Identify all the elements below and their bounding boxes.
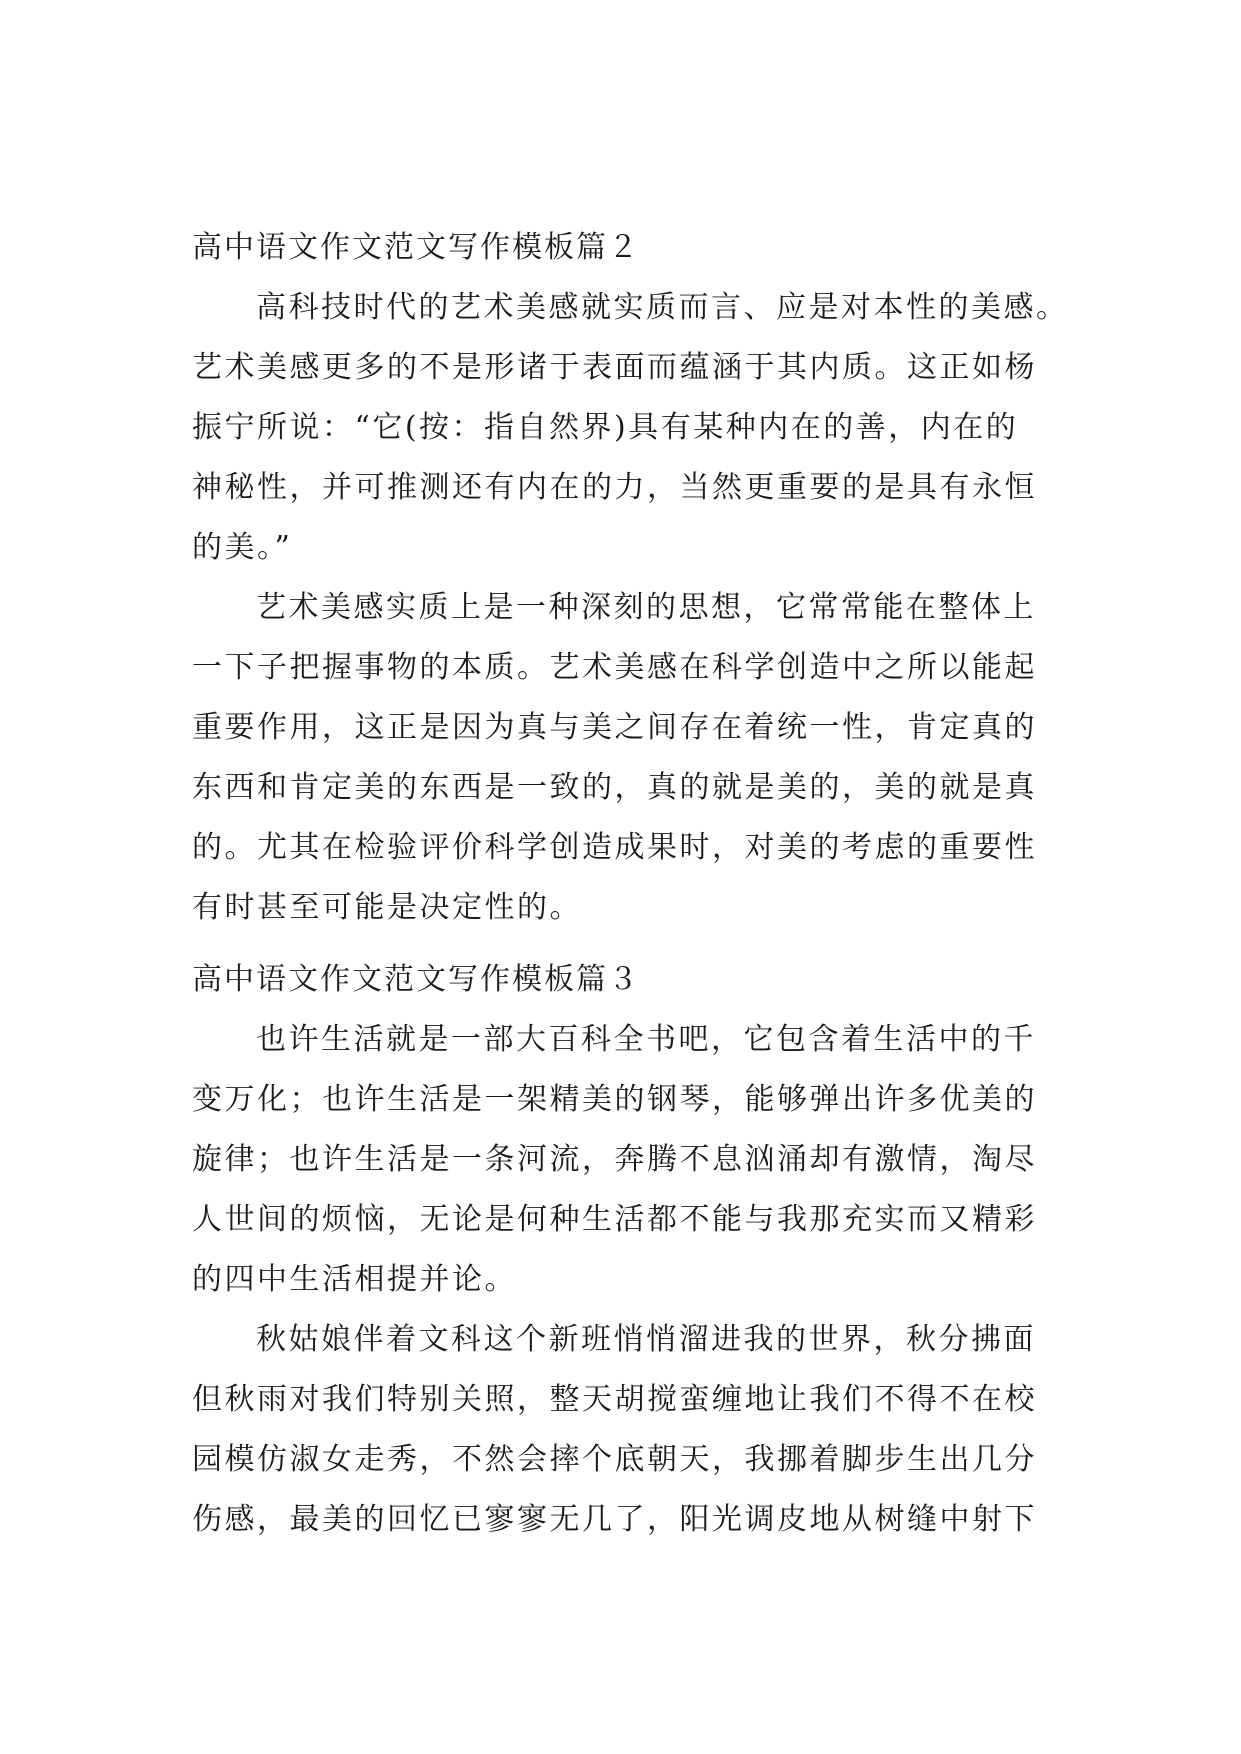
- paragraph-line: 秋姑娘伴着文科这个新班悄悄溜进我的世界，秋分拂面: [256, 1322, 1036, 1357]
- paragraph-line: 的。尤其在检验评价科学创造成果时，对美的考虑的重要性: [192, 830, 1037, 865]
- paragraph: [192, 1310, 1052, 1550]
- paragraph-line: 有时甚至可能是决定性的。: [192, 890, 582, 925]
- paragraph: [192, 278, 1069, 578]
- paragraph-line: 振宁所说：“它(按：指自然界)具有某种内在的善，内在的: [192, 410, 1019, 445]
- paragraph: [192, 578, 1052, 938]
- section-heading: 高中语文作文范文写作模板篇２: [192, 230, 640, 265]
- paragraph-line: 的美。”: [192, 530, 293, 565]
- paragraph-line: 一下子把握事物的本质。艺术美感在科学创造中之所以能起: [192, 650, 1037, 685]
- section-heading: 高中语文作文范文写作模板篇３: [192, 962, 640, 997]
- paragraph-line: 旋律；也许生活是一条河流，奔腾不息汹涌却有激情，淘尽: [192, 1142, 1037, 1177]
- paragraph-line: 高科技时代的艺术美感就实质而言、应是对本性的美感。: [256, 290, 1069, 325]
- paragraph-line: 重要作用，这正是因为真与美之间存在着统一性，肯定真的: [192, 710, 1037, 745]
- essay-section-3: [192, 950, 1052, 1550]
- essay-section-2: [192, 218, 1069, 938]
- paragraph-line: 园模仿淑女走秀，不然会摔个底朝天，我挪着脚步生出几分: [192, 1442, 1037, 1477]
- paragraph-line: 东西和肯定美的东西是一致的，真的就是美的，美的就是真: [192, 770, 1037, 805]
- paragraph-line: 的四中生活相提并论。: [192, 1262, 517, 1297]
- paragraph-line: 伤感，最美的回忆已寥寥无几了，阳光调皮地从树缝中射下: [192, 1502, 1037, 1537]
- paragraph-line: 人世间的烦恼，无论是何种生活都不能与我那充实而又精彩: [192, 1202, 1037, 1237]
- paragraph-line: 艺术美感更多的不是形诸于表面而蕴涵于其内质。这正如杨: [192, 350, 1037, 385]
- paragraph: [192, 1010, 1052, 1310]
- paragraph-line: 神秘性，并可推测还有内在的力，当然更重要的是具有永恒: [192, 470, 1037, 505]
- paragraph-line: 但秋雨对我们特别关照，整天胡搅蛮缠地让我们不得不在校: [192, 1382, 1037, 1417]
- paragraph-line: 变万化；也许生活是一架精美的钢琴，能够弹出许多优美的: [192, 1082, 1037, 1117]
- paragraph-line: 也许生活就是一部大百科全书吧，它包含着生活中的千: [256, 1022, 1036, 1057]
- paragraph-line: 艺术美感实质上是一种深刻的思想，它常常能在整体上: [256, 590, 1036, 625]
